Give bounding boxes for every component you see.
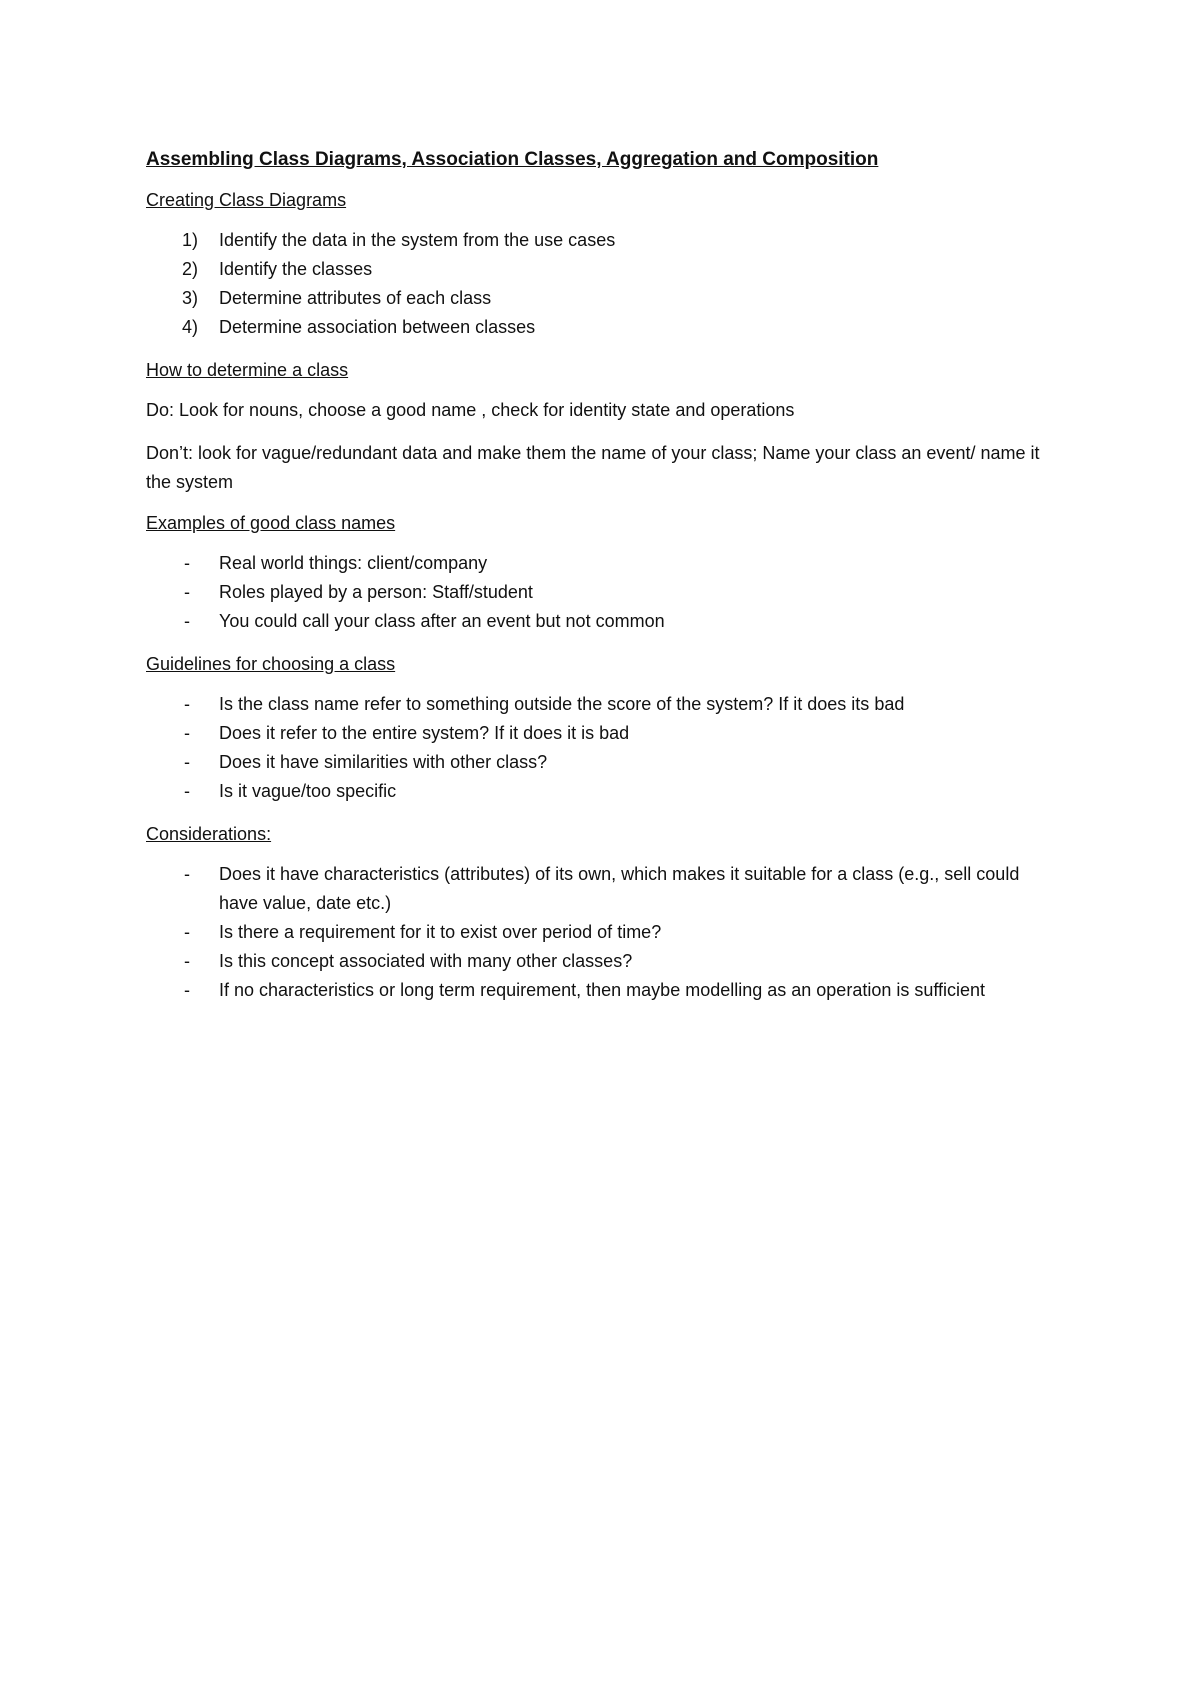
list-item-text: Real world things: client/company	[219, 553, 488, 573]
bullet-marker: -	[184, 951, 190, 971]
bullet-marker: -	[184, 723, 190, 743]
do-paragraph: Do: Look for nouns, choose a good name , check for identity state and operations	[146, 400, 795, 420]
list-item-text: Determine attributes of each class	[219, 288, 492, 308]
bullet-marker: -	[184, 611, 190, 631]
list-item-text: Identify the classes	[219, 259, 373, 279]
section-heading-examples: Examples of good class names	[146, 513, 396, 533]
list-item	[146, 860, 1056, 918]
list-item	[146, 549, 1056, 578]
list-item-text: Is this concept associated with many other classes?	[219, 951, 633, 971]
list-item	[146, 226, 1056, 255]
guidelines-list	[146, 690, 1056, 806]
bullet-marker: -	[184, 694, 190, 714]
list-item	[146, 976, 1056, 1005]
section-heading-considerations: Considerations:	[146, 824, 272, 844]
list-item	[146, 607, 1056, 636]
list-item	[146, 719, 1056, 748]
list-item	[146, 578, 1056, 607]
list-marker: 1)	[182, 230, 199, 250]
bullet-marker: -	[184, 752, 190, 772]
list-item-text: Determine association between classes	[219, 317, 536, 337]
list-marker: 4)	[182, 317, 199, 337]
bullet-marker: -	[184, 553, 190, 573]
list-item-text: You could call your class after an event but not common	[219, 611, 665, 631]
examples-list	[146, 549, 1056, 636]
list-item	[146, 918, 1056, 947]
document-page	[146, 148, 1056, 1021]
considerations-list	[146, 860, 1056, 1005]
list-marker: 3)	[182, 288, 199, 308]
section-heading-determine: How to determine a class	[146, 360, 349, 380]
dont-paragraph: Don’t: look for vague/redundant data and make them the name of your class; Name your class an event/ name it the system	[146, 443, 1040, 492]
list-item	[146, 255, 1056, 284]
list-item	[146, 284, 1056, 313]
list-item	[146, 947, 1056, 976]
creating-steps-list	[146, 226, 1056, 342]
list-item	[146, 748, 1056, 777]
list-item-text: Does it have characteristics (attributes) of its own, which makes it suitable for a class (e.g., sell could have value, date etc.)	[219, 864, 1020, 913]
list-item-text: Is the class name refer to something outside the score of the system? If it does its bad	[219, 694, 905, 714]
list-item-text: Does it have similarities with other class?	[219, 752, 548, 772]
list-item-text: Is it vague/too specific	[219, 781, 397, 801]
list-item-text: Roles played by a person: Staff/student	[219, 582, 533, 602]
section-heading-guidelines: Guidelines for choosing a class	[146, 654, 396, 674]
list-item	[146, 690, 1056, 719]
section-heading-creating: Creating Class Diagrams	[146, 190, 347, 210]
list-item	[146, 777, 1056, 806]
bullet-marker: -	[184, 582, 190, 602]
bullet-marker: -	[184, 980, 190, 1000]
bullet-marker: -	[184, 781, 190, 801]
list-item-text: If no characteristics or long term requirement, then maybe modelling as an operation is sufficient	[219, 980, 986, 1000]
list-item	[146, 313, 1056, 342]
list-item-text: Does it refer to the entire system? If it does it is bad	[219, 723, 630, 743]
document-title: Assembling Class Diagrams, Association Classes, Aggregation and Composition	[146, 149, 879, 170]
list-marker: 2)	[182, 259, 199, 279]
list-item-text: Identify the data in the system from the use cases	[219, 230, 616, 250]
bullet-marker: -	[184, 864, 190, 884]
list-item-text: Is there a requirement for it to exist over period of time?	[219, 922, 662, 942]
bullet-marker: -	[184, 922, 190, 942]
